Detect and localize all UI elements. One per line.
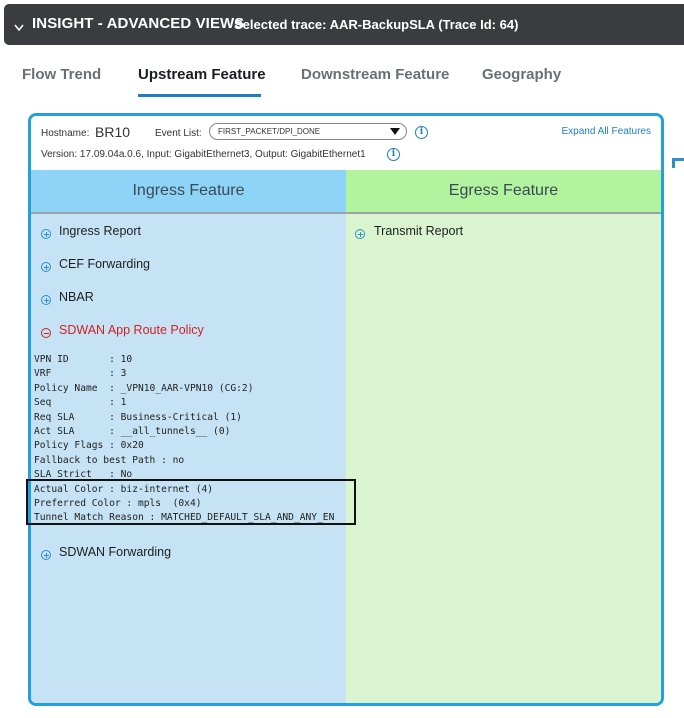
info-icon[interactable]: i — [387, 148, 400, 161]
hostname-value: BR10 — [95, 124, 131, 140]
tab-upstream-feature[interactable]: Upstream Feature — [138, 66, 266, 83]
feature-cef-forwarding[interactable]: CEF Forwarding — [59, 257, 150, 271]
caret-down-icon — [390, 128, 400, 135]
feature-sdwan-app-route-policy[interactable]: SDWAN App Route Policy — [59, 323, 204, 337]
detail-line: Tunnel Match Reason : MATCHED_DEFAULT_SLA_AND_ANY_EN — [34, 512, 335, 524]
detail-line: Policy Name : _VPN10_AAR-VPN10 (CG:2) — [34, 382, 254, 394]
detail-line: Actual Color : biz-internet (4) — [34, 483, 214, 495]
detail-line: Act SLA : __all_tunnels__ (0) — [34, 426, 231, 437]
feature-transmit-report[interactable]: Transmit Report — [374, 224, 464, 238]
egress-header: Egress Feature — [346, 170, 661, 214]
detail-line: SLA Strict : No — [34, 469, 133, 481]
event-list-value: FIRST_PACKET/DPI_DONE — [218, 127, 321, 136]
trace-header — [31, 116, 661, 170]
detail-line: Policy Flags : 0x20 — [34, 440, 144, 452]
detail-line: VRF : 3 — [34, 368, 127, 380]
expand-all-features-link[interactable]: Expand All Features — [561, 126, 651, 137]
event-list-label: Event List: — [155, 128, 202, 139]
feature-nbar[interactable]: NBAR — [59, 290, 94, 304]
info-icon[interactable]: i — [415, 126, 428, 139]
expand-icon[interactable] — [41, 295, 51, 305]
selected-trace: Selected trace: AAR-BackupSLA (Trace Id: 64) — [234, 17, 519, 32]
chevron-down-icon[interactable] — [14, 22, 24, 32]
active-tab-indicator — [138, 94, 261, 97]
highlight-box — [26, 479, 356, 525]
collapse-icon[interactable] — [41, 328, 51, 338]
feature-ingress-report[interactable]: Ingress Report — [59, 224, 141, 238]
detail-line: Preferred Color : mpls (0x4) — [34, 498, 202, 509]
ingress-header: Ingress Feature — [31, 170, 346, 214]
expand-icon[interactable] — [355, 229, 365, 239]
expand-icon[interactable] — [41, 550, 51, 560]
tab-flow-trend[interactable]: Flow Trend — [22, 66, 102, 83]
version-info: Version: 17.09.04a.0.6, Input: GigabitEthernet3, Output: GigabitEthernet1 — [41, 149, 366, 160]
title-bar — [4, 4, 684, 45]
tab-downstream-feature[interactable]: Downstream Feature — [301, 66, 450, 83]
detail-line: Fallback to best Path : no — [34, 454, 185, 466]
event-list-select[interactable] — [209, 123, 407, 140]
expand-icon[interactable] — [41, 229, 51, 239]
page-title: INSIGHT - ADVANCED VIEWS — [32, 15, 245, 32]
side-panel-handle[interactable] — [672, 158, 684, 168]
tab-geography[interactable]: Geography — [482, 66, 562, 83]
ingress-column — [31, 170, 346, 706]
feature-panel — [28, 113, 664, 706]
feature-sdwan-forwarding[interactable]: SDWAN Forwarding — [59, 545, 172, 559]
expand-icon[interactable] — [41, 262, 51, 272]
detail-line: Req SLA : Business-Critical (1) — [34, 411, 242, 423]
tab-bar — [0, 66, 684, 98]
hostname-label: Hostname: — [41, 128, 90, 139]
detail-line: Seq : 1 — [34, 397, 127, 409]
egress-column — [346, 170, 661, 706]
detail-line: VPN ID : 10 — [34, 354, 133, 365]
